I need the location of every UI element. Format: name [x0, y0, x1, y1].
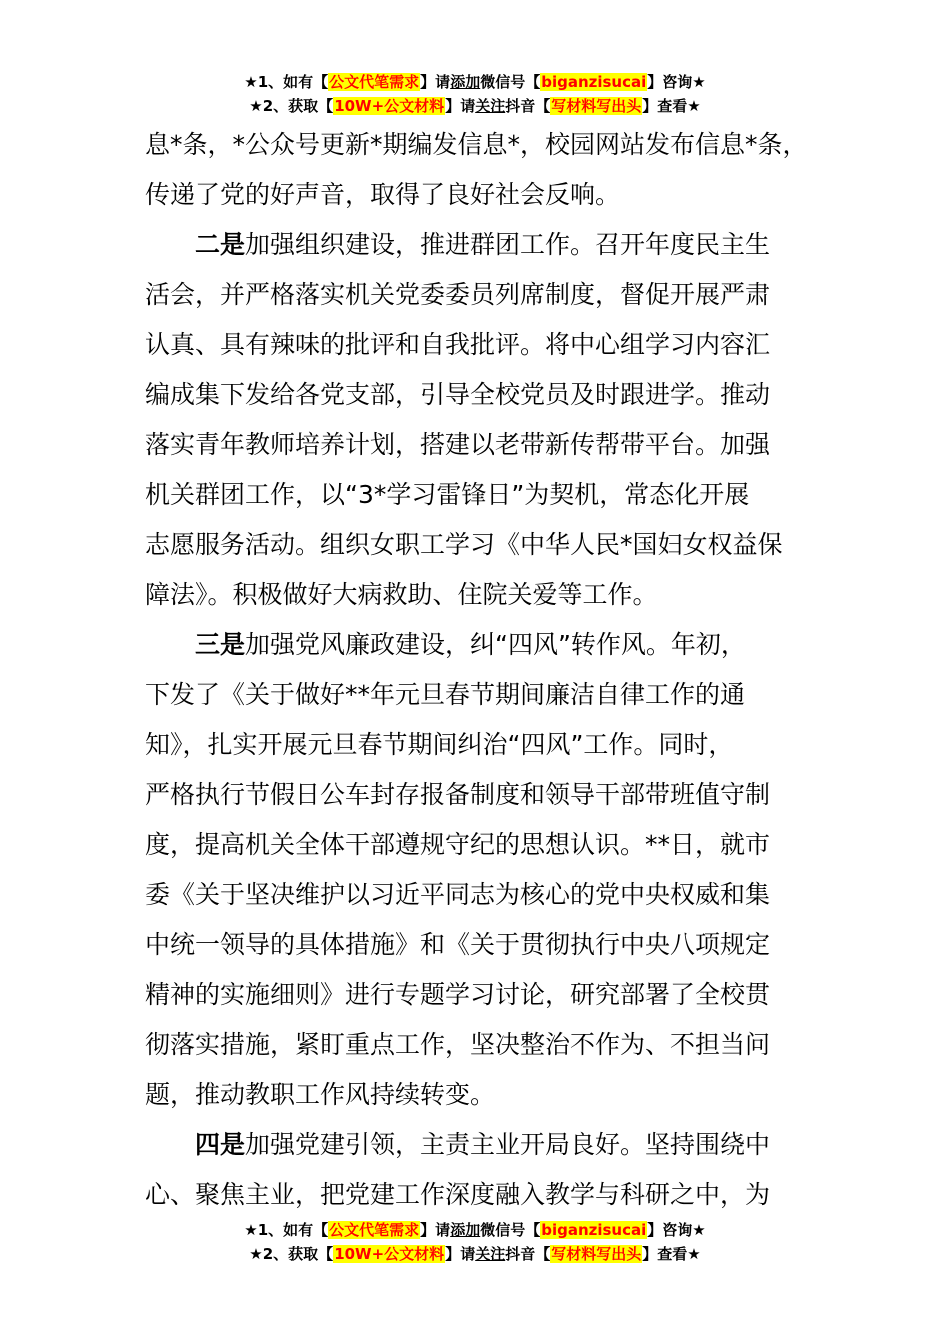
banner-highlight: 10W+公文材料: [334, 97, 445, 115]
text-line: 心、聚焦主业，把党建工作深度融入教学与科研之中，为: [145, 1180, 771, 1209]
paragraph-lead: 三是: [195, 630, 246, 659]
banner-text: ★2、获取【: [249, 97, 334, 115]
text-line: 下发了《关于做好**年元旦春节期间廉洁自律工作的通: [145, 680, 746, 709]
text-line: 度，提高机关全体干部遵规守纪的思想认识。**日，就市: [145, 830, 771, 859]
banner-text: ★2、获取【: [249, 1245, 334, 1263]
paragraph-first-line: [145, 1120, 805, 1170]
banner-text: 微信号【: [480, 73, 541, 91]
banner-highlight: 公文代笔需求: [329, 73, 420, 91]
text-line: 严格执行节假日公车封存报备制度和领导干部带班值守制: [145, 780, 771, 809]
banner-highlight: biganzisucai: [541, 1221, 647, 1239]
banner-highlight: 公文代笔需求: [329, 1221, 420, 1239]
banner-highlight: 写材料写出头: [551, 1245, 642, 1263]
banner-text: 】请: [445, 1245, 476, 1263]
banner-text: 】请: [420, 73, 451, 91]
paragraph-first-line: [145, 220, 805, 270]
banner-underline: 添加: [450, 1221, 481, 1239]
text-line: 加强组织建设，推进群团工作。召开年度民主生: [245, 230, 771, 259]
banner-text: 】请: [445, 97, 476, 115]
text-line: 知》，扎实开展元旦春节期间纠治“四风”工作。同时，: [145, 730, 734, 759]
text-line: 落实青年教师培养计划，搭建以老带新传帮带平台。加强: [145, 430, 771, 459]
banner-text: 】查看★: [642, 1245, 701, 1263]
text-line: 息*条，*公众号更新*期编发信息*，校园网站发布信息*条，: [145, 130, 808, 159]
banner-highlight: 10W+公文材料: [334, 1245, 445, 1263]
text-line: 委《关于坚决维护以习近平同志为核心的党中央权威和集: [145, 880, 771, 909]
banner-text: ★1、如有【: [244, 1221, 329, 1239]
banner-text: 抖音【: [505, 1245, 551, 1263]
text-line: 题，推动教职工作风持续转变。: [145, 1080, 496, 1109]
footer-banner: [0, 1218, 950, 1266]
text-line: 精神的实施细则》进行专题学习讨论，研究部署了全校贯: [145, 980, 771, 1009]
paragraph-lead: 二是: [195, 230, 246, 259]
banner-text: ★1、如有【: [244, 73, 329, 91]
header-banner: [0, 70, 950, 118]
text-line: 中统一领导的具体措施》和《关于贯彻执行中央八项规定: [145, 930, 771, 959]
banner-text: 抖音【: [505, 97, 551, 115]
text-line: 彻落实措施，紧盯重点工作，坚决整治不作为、不担当问: [145, 1030, 771, 1059]
banner-underline: 关注: [475, 1245, 506, 1263]
text-line: 传递了党的好声音，取得了良好社会反响。: [145, 180, 621, 209]
banner-line-1: [0, 70, 950, 94]
paragraph-lead: 四是: [195, 1130, 246, 1159]
banner-line-2: [0, 1242, 950, 1266]
text-line: 机关群团工作，以“3*学习雷锋日”为契机，常态化开展: [145, 480, 750, 509]
banner-line-2: [0, 94, 950, 118]
banner-highlight: biganzisucai: [541, 73, 647, 91]
banner-text: 】请: [420, 1221, 451, 1239]
banner-text: 】咨询★: [647, 73, 706, 91]
text-line: 加强党风廉政建设，纠“四风”转作风。年初，: [245, 630, 746, 659]
banner-underline: 关注: [475, 97, 506, 115]
text-line: 障法》。积极做好大病救助、住院关爱等工作。: [145, 580, 658, 609]
text-line: 活会，并严格落实机关党委委员列席制度，督促开展严肃: [145, 280, 771, 309]
banner-text: 】查看★: [642, 97, 701, 115]
text-line: 志愿服务活动。组织女职工学习《中华人民*国妇女权益保: [145, 530, 783, 559]
document-body: [145, 120, 808, 1220]
banner-text: 微信号【: [480, 1221, 541, 1239]
text-line: 认真、具有辣味的批评和自我批评。将中心组学习内容汇: [145, 330, 771, 359]
text-line: 编成集下发给各党支部，引导全校党员及时跟进学。推动: [145, 380, 771, 409]
banner-line-1: [0, 1218, 950, 1242]
banner-highlight: 写材料写出头: [551, 97, 642, 115]
banner-text: 】咨询★: [647, 1221, 706, 1239]
text-line: 加强党建引领，主责主业开局良好。坚持围绕中: [245, 1130, 771, 1159]
banner-underline: 添加: [450, 73, 481, 91]
paragraph-first-line: [145, 620, 805, 670]
